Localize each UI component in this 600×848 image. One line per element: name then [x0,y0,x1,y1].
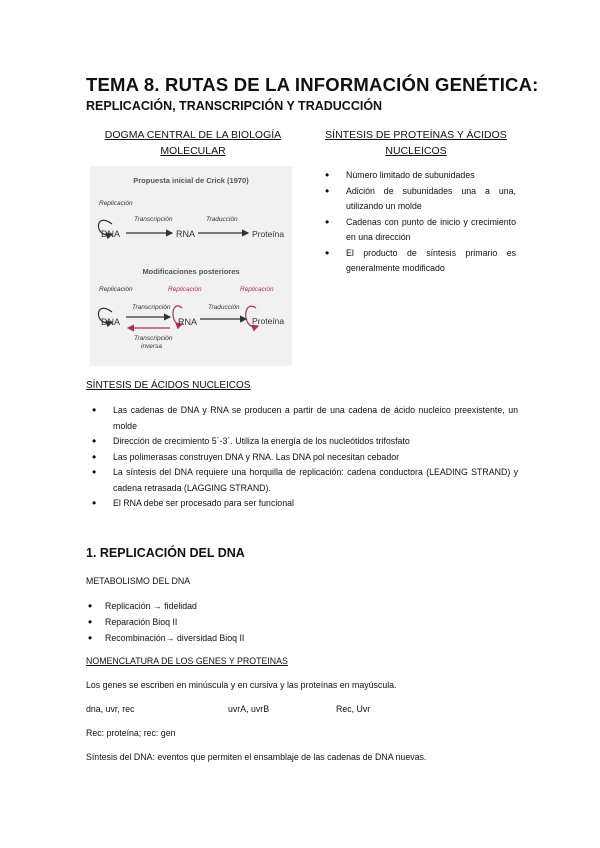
list-item: • Las polimerasas construyen DNA y RNA. Las DNA pol necesitan cebador [92,450,518,466]
label-transcripcion-top: Transcripción [134,216,173,223]
label-transcripcion-inversa-1: Transcripción [134,335,173,342]
node-proteina-top: Proteína [252,229,285,239]
list-item: • Número limitado de subunidades [330,168,516,184]
node-rna-top: RNA [176,229,196,239]
sintesis-heading-line2: NUCLEICOS [385,145,447,157]
diagram-title-top: Propuesta inicial de Crick (1970) [133,176,249,185]
list-item: • Recombinación→ diversidad Bioq II [86,630,386,646]
sintesis-heading-line1: SÍNTESIS DE PROTEÍNAS Y ÁCIDOS [325,129,507,141]
list-item: • Cadenas con punto de inicio y crecimiento en una dirección [330,215,516,246]
list-item: • El RNA debe ser procesado para ser funcional [92,496,518,512]
list-item: • Reparación Bioq II [86,614,386,630]
list-item: • Adición de subunidades una a una, utilizando un molde [330,184,516,215]
sintesis-dna-line: Síntesis del DNA: eventos que permiten el ensamblaje de las cadenas de DNA nuevas. [86,752,427,762]
label-transcripcion-inversa-2: inversa [141,343,162,350]
label-replicacion-bottom-3: Replicación [240,286,274,293]
list-item: • La síntesis del DNA requiere una horquilla de replicación: cadena conductora (LEADING STRAND) y cadena retrasada (LAGGING STRAND). [92,465,518,496]
list-item: • Replicación → fidelidad [86,598,386,614]
metabolismo-heading: METABOLISMO DEL DNA [86,576,191,586]
example-proteins: Rec, Uvr [336,704,371,714]
replicacion-heading: 1. REPLICACIÓN DEL DNA [86,546,245,560]
label-replicacion-top: Replicación [99,200,133,207]
label-transcripcion-bottom: Transcripción [132,304,171,311]
page-subtitle: REPLICACIÓN, TRANSCRIPCIÓN Y TRADUCCIÓN [86,99,383,113]
dogma-heading [88,127,298,159]
list-item: • El producto de síntesis primario es generalmente modificado [330,246,516,277]
sintesis-heading [316,127,516,159]
metabolismo-list [86,598,386,646]
list-item: • Las cadenas de DNA y RNA se producen a partir de una cadena de ácido nucleico preexistente, un molde [92,403,518,434]
nomenclatura-heading: NOMENCLATURA DE LOS GENES Y PROTEINAS [86,656,288,666]
label-traduccion-bottom: Traducción [208,304,240,311]
sintesis-list [330,168,516,277]
label-replicacion-bottom-2: Replicación [168,286,202,293]
dogma-heading-line1: DOGMA CENTRAL DE LA BIOLOGÍA [104,129,282,141]
acidos-list [92,403,518,512]
dogma-heading-line2: MOLECULAR [160,145,226,157]
diagram-title-bottom: Modificaciones posteriores [142,267,240,276]
diagram-background [90,166,292,366]
example-genes: dna, uvr, rec [86,704,135,714]
page-title: TEMA 8. RUTAS DE LA INFORMACIÓN GENÉTICA: [86,74,539,95]
node-dna-bottom: DNA [101,317,121,327]
acidos-heading: SÍNTESIS DE ÁCIDOS NUCLEICOS [86,380,251,391]
node-rna-bottom: RNA [178,317,198,327]
genes-line: Los genes se escriben en minúscula y en cursiva y las proteínas en mayúscula. [86,680,397,690]
list-item: • Dirección de crecimiento 5´-3´. Utiliza la energía de los nucleótidos trifosfato [92,434,518,450]
node-proteina-bottom: Proteína [252,316,285,326]
label-traduccion-top: Traducción [206,216,238,223]
example-genes-subunits: uvrA, uvrB [228,704,270,714]
dogma-diagram [90,166,292,366]
node-dna-top: DNA [101,229,121,239]
label-replicacion-bottom-1: Replicación [99,286,133,293]
rec-line: Rec: proteína; rec: gen [86,728,176,738]
